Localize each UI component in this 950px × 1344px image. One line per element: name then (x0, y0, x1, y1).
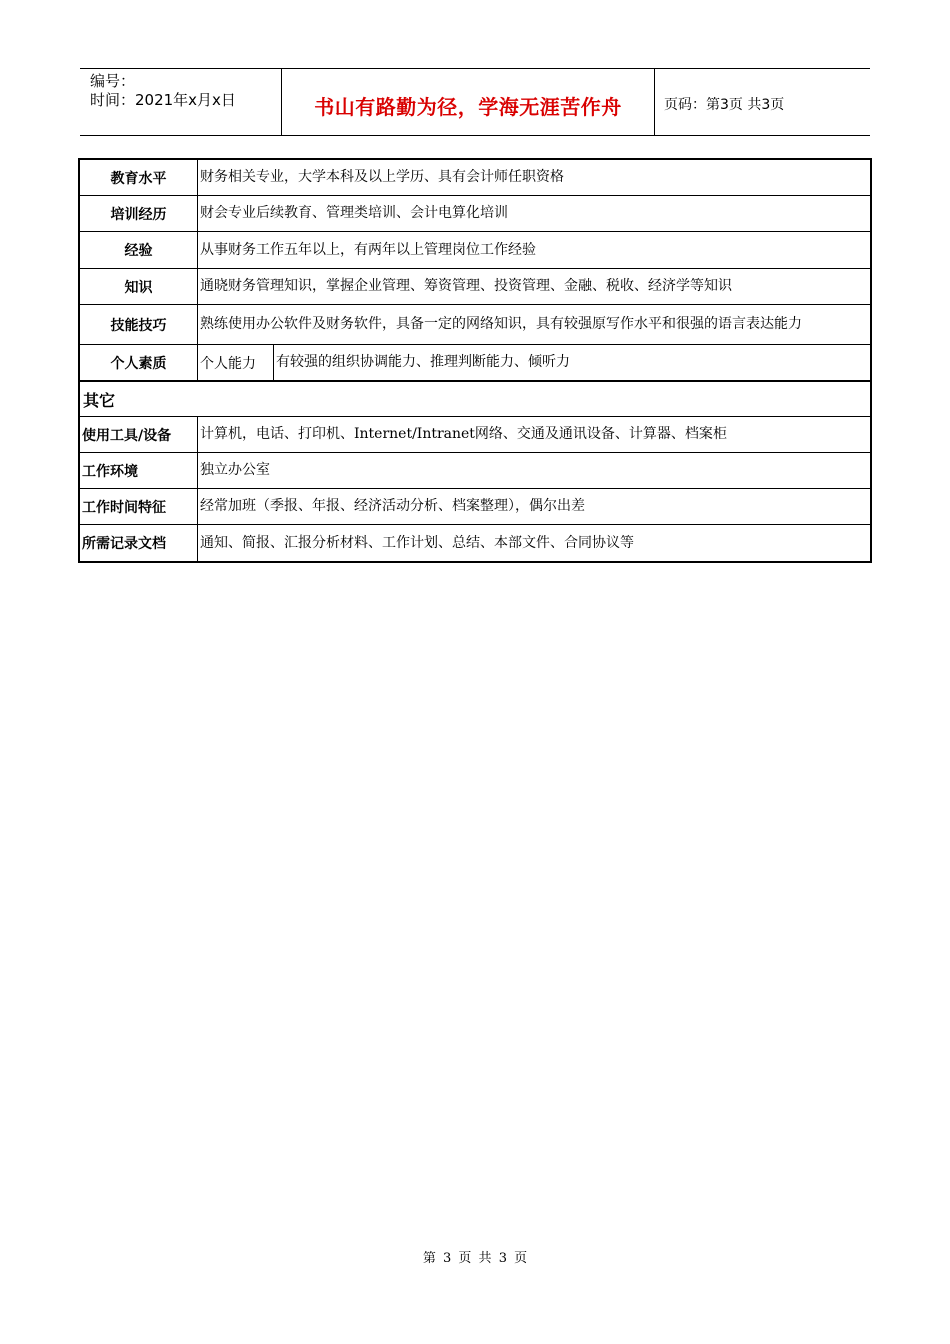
section-title: 其它 (83, 390, 116, 410)
row-label: 所需记录文档 (80, 525, 198, 561)
table-row (80, 525, 870, 561)
row-value: 财会专业后续教育、管理类培训、会计电算化培训 (200, 205, 508, 221)
row-value: 从事财务工作五年以上，有两年以上管理岗位工作经验 (200, 241, 536, 258)
row-value: 计算机，电话、打印机、Internet/Intranet网络、交通及通讯设备、计算器、档案柜 (200, 426, 727, 442)
number-label: 编号： (90, 72, 136, 90)
table-row (80, 269, 870, 305)
row-label: 工作时间特征 (80, 489, 198, 524)
table-row (80, 305, 870, 345)
header-divider (654, 69, 655, 136)
header-motto: 书山有路勤为径，学海无涯苦作舟 (314, 95, 622, 119)
table-row (80, 160, 870, 196)
row-label: 培训经历 (80, 196, 198, 231)
row-label: 工作环境 (80, 453, 198, 488)
table-row (80, 453, 870, 489)
header-page-label: 页码：第3页 共3页 (664, 97, 785, 113)
section-row (80, 382, 870, 417)
table-row (80, 489, 870, 525)
table-row (80, 232, 870, 269)
row-sub-label: 个人能力 (198, 345, 274, 380)
header-meta (90, 72, 236, 110)
page-footer: 第 3 页 共 3 页 (422, 1251, 528, 1266)
table-row (80, 196, 870, 232)
row-label: 知识 (80, 269, 198, 304)
row-value: 独立办公室 (200, 462, 270, 478)
job-requirements-table (78, 158, 872, 563)
time-label: 时间：2021年x月x日 (90, 91, 236, 109)
row-value: 通知、简报、汇报分析材料、工作计划、总结、本部文件、合同协议等 (200, 534, 634, 551)
row-label: 教育水平 (80, 160, 198, 195)
row-value: 有较强的组织协调能力、推理判断能力、倾听力 (276, 354, 570, 370)
row-value: 通晓财务管理知识，掌握企业管理、筹资管理、投资管理、金融、税收、经济学等知识 (200, 278, 732, 294)
row-label: 技能技巧 (80, 305, 198, 344)
table-row (80, 417, 870, 453)
row-value: 财务相关专业，大学本科及以上学历、具有会计师任职资格 (200, 169, 564, 185)
row-label: 个人素质 (80, 345, 198, 380)
row-label: 使用工具/设备 (80, 417, 198, 452)
row-label: 经验 (80, 232, 198, 268)
page-header (80, 68, 870, 136)
row-value: 经常加班（季报、年报、经济活动分析、档案整理），偶尔出差 (200, 498, 585, 514)
table-row (80, 345, 870, 382)
row-value: 熟练使用办公软件及财务软件，具备一定的网络知识，具有较强原写作水平和很强的语言表达能力 (200, 316, 802, 332)
